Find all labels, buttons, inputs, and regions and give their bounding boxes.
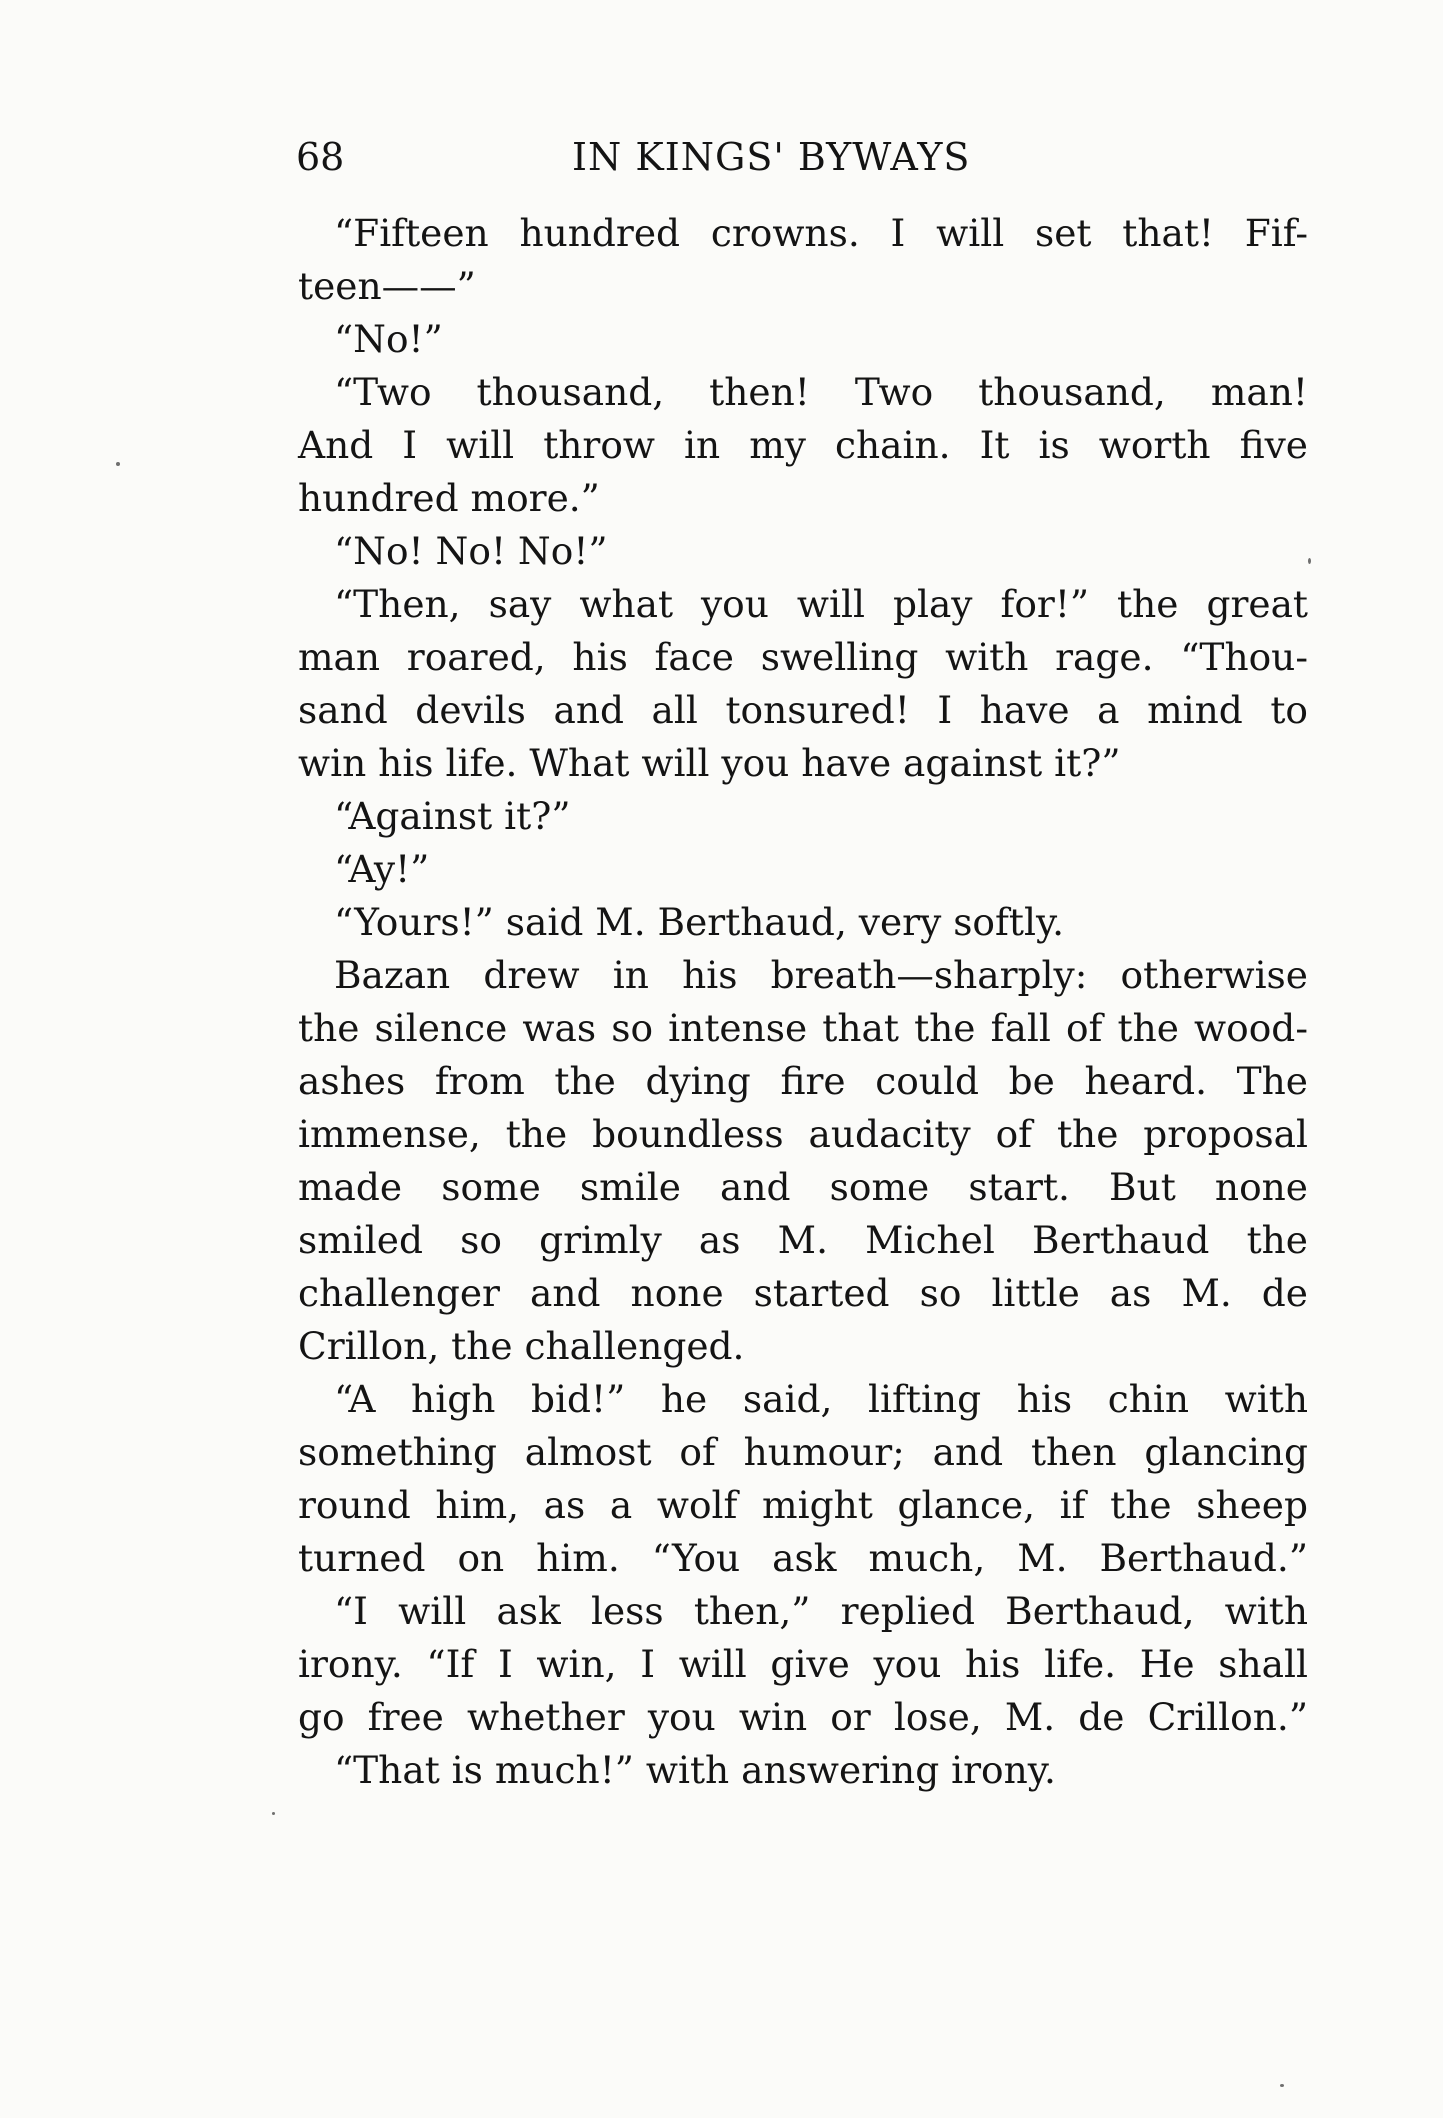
text-line: “Two thousand, then! Two thousand, man! <box>334 370 1308 414</box>
text-line: round him, as a wolf might glance, if the sheep <box>298 1483 1308 1527</box>
text-line: “That is much!” with answering irony. <box>334 1748 1056 1792</box>
text-line: hundred more.” <box>298 476 600 520</box>
text-line: irony. “If I win, I will give you his life. He shall <box>298 1642 1308 1686</box>
running-title: IN KINGS' BYWAYS <box>572 135 971 179</box>
page-number: 68 <box>296 135 345 179</box>
text-line: smiled so grimly as M. Michel Berthaud the <box>298 1218 1308 1262</box>
text-line: win his life. What will you have against it?” <box>298 741 1121 785</box>
text-line: And I will throw in my chain. It is worth five <box>298 423 1308 467</box>
text-line: Crillon, the challenged. <box>298 1324 745 1368</box>
text-line: “A high bid!” he said, lifting his chin with <box>334 1377 1308 1421</box>
text-line: immense, the boundless audacity of the proposal <box>298 1112 1308 1156</box>
text-line: “Then, say what you will play for!” the great <box>334 582 1308 626</box>
text-line: go free whether you win or lose, M. de Crillon.” <box>298 1695 1308 1739</box>
text-line: “Yours!” said M. Berthaud, very softly. <box>334 900 1065 944</box>
text-line: Bazan drew in his breath—sharply: otherwise <box>334 953 1308 997</box>
text-line: “I will ask less then,” replied Berthaud, with <box>334 1589 1308 1633</box>
text-line: ashes from the dying fire could be heard. The <box>298 1059 1308 1103</box>
text-line: “No! No! No!” <box>334 529 608 573</box>
text-line: the silence was so intense that the fall of the wood- <box>298 1006 1308 1050</box>
text-line: “Against it?” <box>334 794 571 838</box>
text-line: “Ay!” <box>334 847 430 891</box>
paper-speck <box>1280 2084 1284 2087</box>
paper-speck <box>116 462 120 466</box>
paper-speck <box>272 1812 275 1815</box>
text-line: challenger and none started so little as M. de <box>298 1271 1308 1315</box>
text-line: “Fifteen hundred crowns. I will set that! Fif- <box>334 211 1308 255</box>
page-header <box>296 127 1308 187</box>
paper-speck <box>1308 558 1311 564</box>
text-line: “No!” <box>334 317 443 361</box>
text-line: man roared, his face swelling with rage. “Thou- <box>298 635 1308 679</box>
text-line: turned on him. “You ask much, M. Berthaud.” <box>298 1536 1308 1580</box>
text-line: sand devils and all tonsured! I have a mind to <box>298 688 1308 732</box>
text-line: made some smile and some start. But none <box>298 1165 1308 1209</box>
text-line: teen——” <box>298 264 476 308</box>
text-line: something almost of humour; and then glancing <box>298 1430 1308 1474</box>
